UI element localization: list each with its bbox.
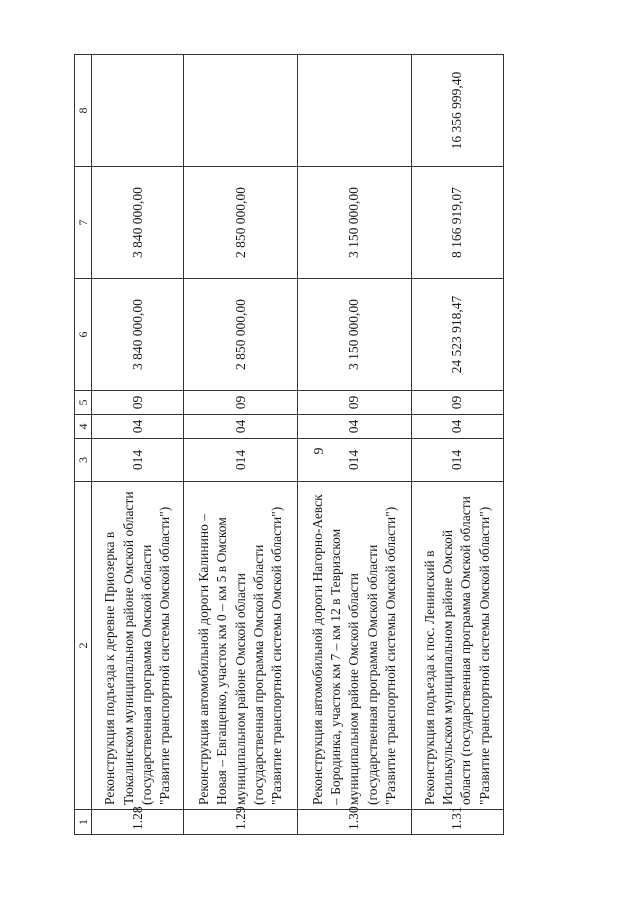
column-header: 1 — [75, 810, 92, 835]
row-code-4: 04 — [184, 415, 298, 439]
column-header: 3 — [75, 439, 92, 482]
row-code-4: 04 — [92, 415, 184, 439]
row-amount-6: 3 150 000,00 — [298, 279, 412, 391]
row-amount-7: 8 166 919,07 — [411, 167, 503, 279]
row-code-5: 09 — [411, 391, 503, 415]
row-code-4: 04 — [298, 415, 412, 439]
column-header: 5 — [75, 391, 92, 415]
table-row — [92, 55, 184, 835]
table-row — [298, 55, 412, 835]
row-amount-7: 2 850 000,00 — [184, 167, 298, 279]
rotated-table-container — [74, 55, 504, 835]
table-row — [411, 55, 503, 835]
row-amount-7: 3 150 000,00 — [298, 167, 412, 279]
row-amount-8: 16 356 999,40 — [411, 55, 503, 167]
row-name: Реконструкция подъезда к деревне Приозерка в Тюкалинском муниципальном районе Омской области (государственная программа Омской области "Развитие транспортной системы Омской области") — [92, 482, 184, 810]
row-code-3: 014 — [184, 439, 298, 482]
column-header: 4 — [75, 415, 92, 439]
row-code-5: 09 — [92, 391, 184, 415]
column-header: 7 — [75, 167, 92, 279]
row-name: Реконструкция подъезда к пос. Ленинский в Исилькульском муниципальном районе Омской области (государственная программа Омской области "Развитие транспортной системы Омской области") — [411, 482, 503, 810]
row-code-3: 014 — [298, 439, 412, 482]
row-name: Реконструкция автомобильной дороги Калинино – Новая – Евгащенко, участок км 0 – км 5 в Омском муниципальном районе Омской области (государственная программа Омской области "Развитие транспортной системы Омской области") — [184, 482, 298, 810]
row-code-5: 09 — [298, 391, 412, 415]
row-code-5: 09 — [184, 391, 298, 415]
row-number: 1.29 — [184, 810, 298, 835]
row-amount-6: 2 850 000,00 — [184, 279, 298, 391]
page-number: 9 — [312, 447, 327, 455]
budget-table — [74, 54, 504, 835]
row-amount-8 — [298, 55, 412, 167]
row-code-3: 014 — [92, 439, 184, 482]
row-number: 1.30 — [298, 810, 412, 835]
column-header: 6 — [75, 279, 92, 391]
row-number: 1.31 — [411, 810, 503, 835]
row-amount-7: 3 840 000,00 — [92, 167, 184, 279]
table-row — [184, 55, 298, 835]
row-amount-6: 3 840 000,00 — [92, 279, 184, 391]
column-header: 8 — [75, 55, 92, 167]
row-amount-8 — [184, 55, 298, 167]
row-code-4: 04 — [411, 415, 503, 439]
row-name: Реконструкция автомобильной дороги Нагорно-Аевск – Бородинка, участок км 7 – км 12 в Тевризском муниципальном районе Омской области (государственная программа Омской области "Развитие транспортной системы Омской области") — [298, 482, 412, 810]
column-header: 2 — [75, 482, 92, 810]
row-number: 1.28 — [92, 810, 184, 835]
row-amount-6: 24 523 918,47 — [411, 279, 503, 391]
column-number-row — [75, 55, 92, 835]
row-amount-8 — [92, 55, 184, 167]
row-code-3: 014 — [411, 439, 503, 482]
